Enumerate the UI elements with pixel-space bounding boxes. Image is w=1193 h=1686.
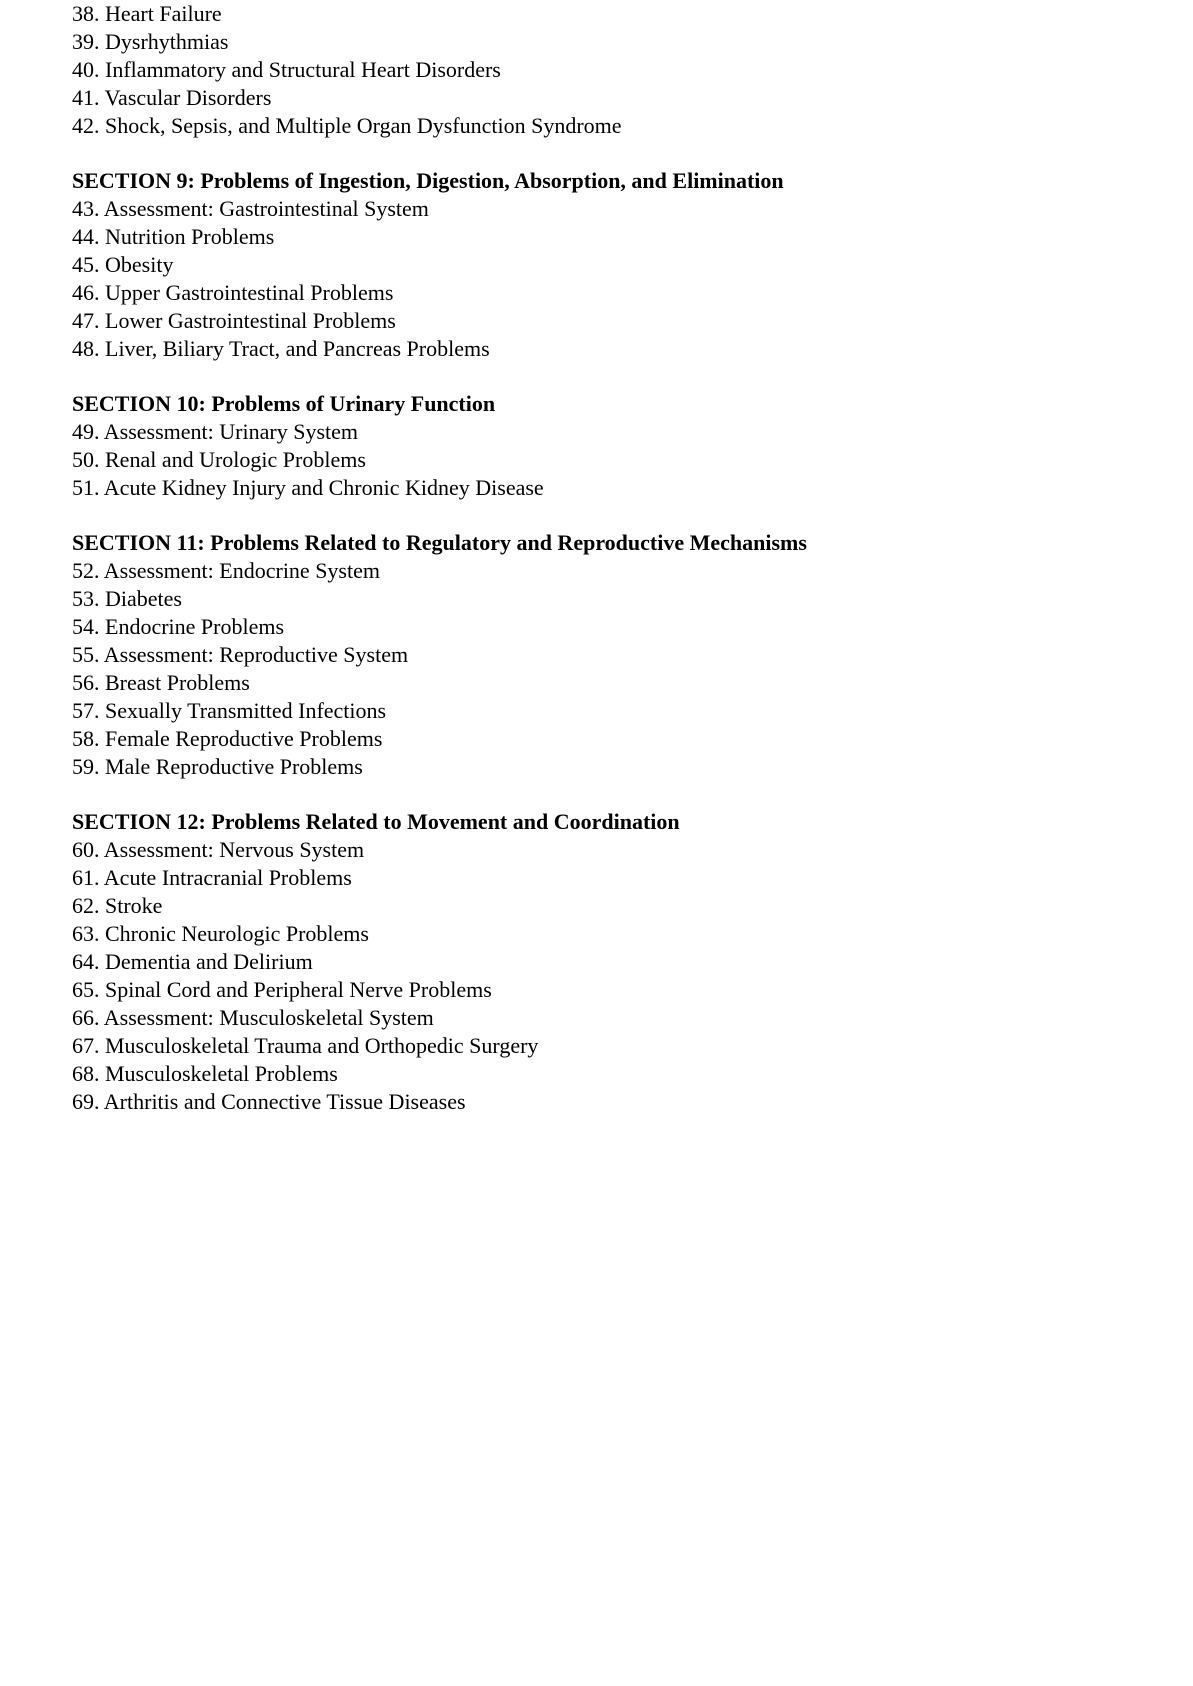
list-item: 38. Heart Failure: [72, 1, 222, 26]
list-item: 44. Nutrition Problems: [72, 224, 275, 249]
section-spacer: [72, 140, 1152, 167]
list-item: 55. Assessment: Reproductive System: [72, 642, 409, 667]
list-item: 47. Lower Gastrointestinal Problems: [72, 308, 396, 333]
list-item: 46. Upper Gastrointestinal Problems: [72, 280, 394, 305]
list-item: 69. Arthritis and Connective Tissue Diseases: [72, 1089, 466, 1114]
section-heading: SECTION 12: Problems Related to Movement and Coordination: [72, 809, 680, 834]
list-item: 61. Acute Intracranial Problems: [72, 865, 352, 890]
intro-list: [72, 0, 1152, 140]
list-item: 41. Vascular Disorders: [72, 85, 272, 110]
list-item: 53. Diabetes: [72, 586, 182, 611]
list-item: 57. Sexually Transmitted Infections: [72, 698, 387, 723]
list-item: 49. Assessment: Urinary System: [72, 419, 358, 444]
section-heading: SECTION 9: Problems of Ingestion, Digestion, Absorption, and Elimination: [72, 168, 784, 193]
list-item: 54. Endocrine Problems: [72, 614, 285, 639]
list-item: 48. Liver, Biliary Tract, and Pancreas Problems: [72, 336, 490, 361]
list-item: 65. Spinal Cord and Peripheral Nerve Problems: [72, 977, 492, 1002]
list-item: 64. Dementia and Delirium: [72, 949, 313, 974]
section-9: [72, 167, 1152, 363]
list-item: 62. Stroke: [72, 893, 163, 918]
section-10: [72, 390, 1152, 502]
list-item: 60. Assessment: Nervous System: [72, 837, 365, 862]
list-item: 39. Dysrhythmias: [72, 29, 229, 54]
list-item: 58. Female Reproductive Problems: [72, 726, 383, 751]
section-heading: SECTION 11: Problems Related to Regulatory and Reproductive Mechanisms: [72, 530, 807, 555]
list-item: 59. Male Reproductive Problems: [72, 754, 363, 779]
list-item: 42. Shock, Sepsis, and Multiple Organ Dysfunction Syndrome: [72, 113, 622, 138]
section-heading: SECTION 10: Problems of Urinary Function: [72, 391, 496, 416]
section-spacer: [72, 363, 1152, 390]
section-spacer: [72, 502, 1152, 529]
list-item: 68. Musculoskeletal Problems: [72, 1061, 338, 1086]
list-item: 43. Assessment: Gastrointestinal System: [72, 196, 429, 221]
list-item: 50. Renal and Urologic Problems: [72, 447, 366, 472]
list-item: 66. Assessment: Musculoskeletal System: [72, 1005, 434, 1030]
list-item: 51. Acute Kidney Injury and Chronic Kidney Disease: [72, 475, 544, 500]
section-11: [72, 529, 1152, 781]
section-12: [72, 808, 1152, 1116]
list-item: 45. Obesity: [72, 252, 174, 277]
list-item: 40. Inflammatory and Structural Heart Disorders: [72, 57, 501, 82]
list-item: 63. Chronic Neurologic Problems: [72, 921, 369, 946]
list-item: 67. Musculoskeletal Trauma and Orthopedic Surgery: [72, 1033, 539, 1058]
section-spacer: [72, 781, 1152, 808]
document-page: [72, 0, 1152, 1116]
list-item: 56. Breast Problems: [72, 670, 250, 695]
list-item: 52. Assessment: Endocrine System: [72, 558, 380, 583]
